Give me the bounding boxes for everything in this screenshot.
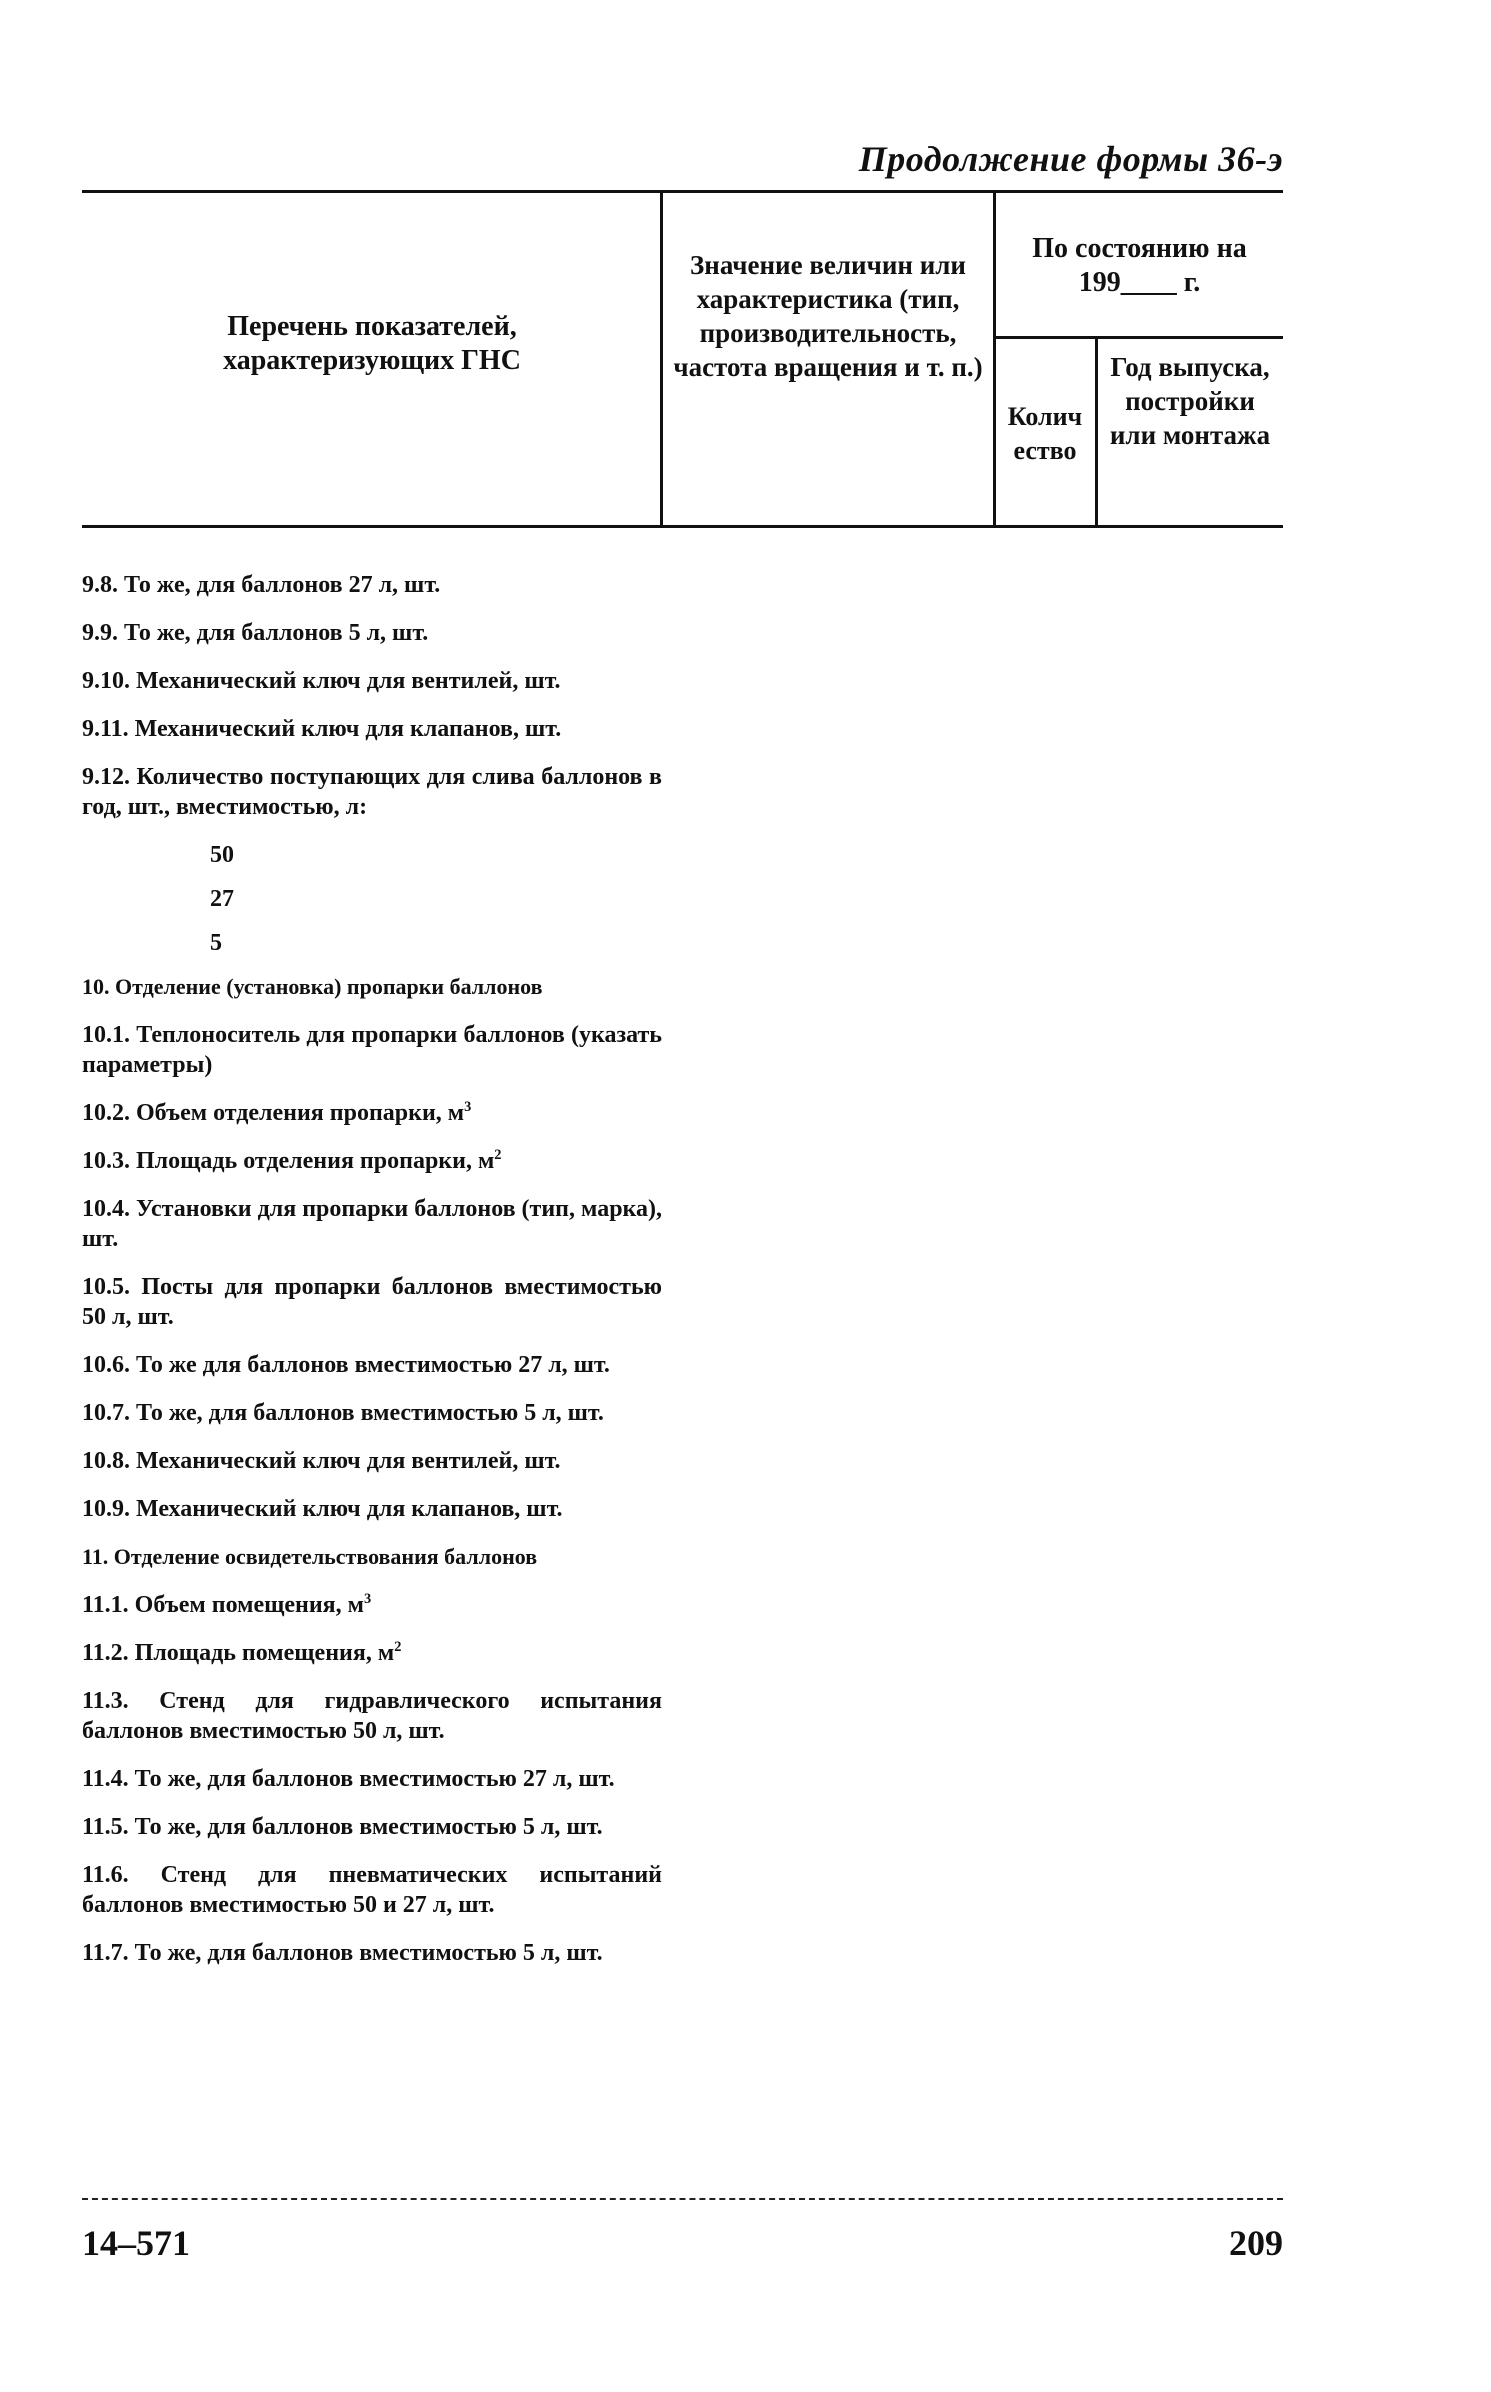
list-item <box>82 1020 662 1080</box>
list-item-text: 10.7. То же, для баллонов вместимостью 5 л, шт. <box>82 1400 604 1426</box>
list-item-text: 10.5. Посты для пропарки баллонов вместимостью 50 л, шт. <box>82 1274 662 1330</box>
header-col-state: По состоянию на 199____ г. <box>1032 233 1247 298</box>
list-item-text: 10.4. Установки для пропарки баллонов (тип, марка), шт. <box>82 1196 662 1252</box>
section-heading <box>82 1542 662 1572</box>
list-item-text: 50 <box>210 842 234 868</box>
list-item <box>82 1938 662 1968</box>
list-item-text: 10.6. То же для баллонов вместимостью 27 л, шт. <box>82 1352 610 1378</box>
table-header <box>82 190 1283 528</box>
list-item <box>82 1098 662 1128</box>
list-item <box>82 1764 662 1794</box>
list-item-text: 11.7. То же, для баллонов вместимостью 5 л, шт. <box>82 1940 603 1966</box>
header-col-year: Год выпуска, постройки или монтажа <box>1109 352 1271 450</box>
footer-code: 14–571 <box>82 2223 190 2263</box>
list-item <box>82 1494 662 1524</box>
list-item-text: 27 <box>210 886 234 912</box>
list-item <box>82 618 662 648</box>
list-item-text: 5 <box>210 930 222 956</box>
unit-exponent: 2 <box>394 1639 402 1655</box>
list-item <box>82 1446 662 1476</box>
list-item <box>82 570 662 600</box>
list-item <box>82 840 662 870</box>
list-item <box>82 1398 662 1428</box>
list-item-text: 9.12. Количество поступающих для слива баллонов в год, шт., вместимостью, л: <box>82 764 662 820</box>
list-item-text: 11.3. Стенд для гидравлического испытания баллонов вместимостью 50 л, шт. <box>82 1688 662 1744</box>
list-item-text: 11.2. Площадь помещения, м <box>82 1640 395 1666</box>
list-item-text: 10.3. Площадь отделения пропарки, м <box>82 1148 495 1174</box>
list-item-text: 9.10. Механический ключ для вентилей, шт. <box>82 668 561 694</box>
list-item <box>82 1194 662 1254</box>
list-item-text: 11.5. То же, для баллонов вместимостью 5 л, шт. <box>82 1814 603 1840</box>
list-item-text: 9.8. То же, для баллонов 27 л, шт. <box>82 572 441 598</box>
indicator-list <box>82 570 662 1986</box>
list-item <box>82 1146 662 1176</box>
unit-exponent: 2 <box>494 1147 502 1163</box>
form-caption: Продолжение формы 36-э <box>858 139 1283 179</box>
list-item-text: 10.8. Механический ключ для вентилей, шт. <box>82 1448 561 1474</box>
list-item <box>82 1350 662 1380</box>
list-item <box>82 714 662 744</box>
unit-exponent: 3 <box>364 1591 372 1607</box>
list-item <box>82 884 662 914</box>
list-item <box>82 1812 662 1842</box>
list-item <box>82 1860 662 1920</box>
list-item <box>82 1638 662 1668</box>
list-item <box>82 928 662 958</box>
list-item-text: 11.4. То же, для баллонов вместимостью 27 л, шт. <box>82 1766 615 1792</box>
header-col-quantity: Колич ество <box>1007 402 1083 465</box>
list-item-text: 11.6. Стенд для пневматических испытаний баллонов вместимостью 50 и 27 л, шт. <box>82 1862 662 1918</box>
header-col-values: Значение величин или характеристика (тип, производительность, частота вращения и т. п.) <box>673 250 983 382</box>
list-item-text: 9.11. Механический ключ для клапанов, шт. <box>82 716 562 742</box>
list-item <box>82 1272 662 1332</box>
list-item <box>82 762 662 822</box>
list-item-text: 10. Отделение (установка) пропарки баллонов <box>82 974 543 999</box>
list-item-text: 9.9. То же, для баллонов 5 л, шт. <box>82 620 429 646</box>
list-item <box>82 1686 662 1746</box>
list-item <box>82 666 662 696</box>
list-item-text: 10.9. Механический ключ для клапанов, шт. <box>82 1496 563 1522</box>
list-item-text: 11. Отделение освидетельствования баллонов <box>82 1544 538 1569</box>
header-col-indicators: Перечень показателей, характеризующих ГНС <box>223 311 521 376</box>
list-item-text: 11.1. Объем помещения, м <box>82 1592 365 1618</box>
list-item <box>82 1590 662 1620</box>
list-item-text: 10.2. Объем отделения пропарки, м <box>82 1100 465 1126</box>
list-item-text: 10.1. Теплоноситель для пропарки баллонов (указать параметры) <box>82 1022 662 1078</box>
page-number: 209 <box>1229 2223 1283 2263</box>
unit-exponent: 3 <box>464 1099 472 1115</box>
section-heading <box>82 972 662 1002</box>
bottom-rule <box>82 2198 1283 2202</box>
